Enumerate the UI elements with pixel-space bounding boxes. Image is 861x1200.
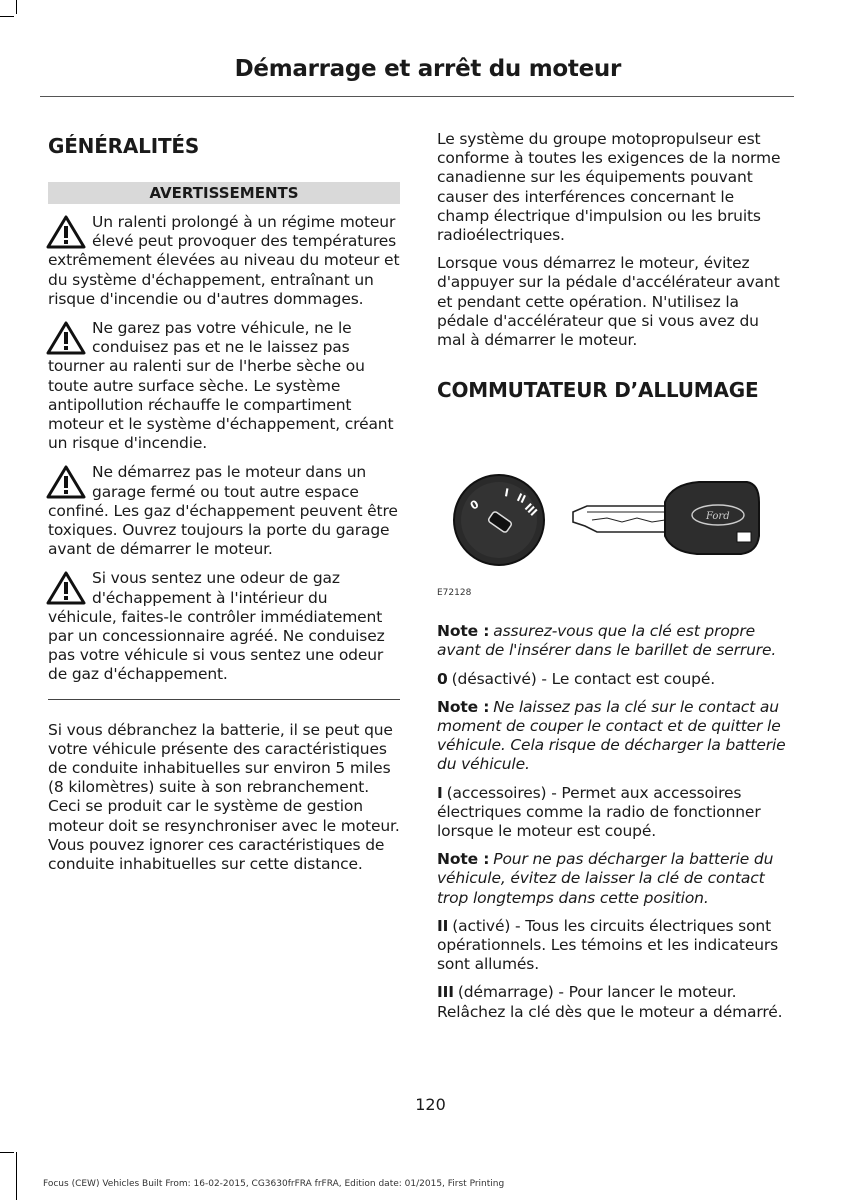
position-1-description [437, 784, 789, 842]
page-number: 120 [415, 1095, 446, 1114]
crop-mark [0, 1152, 14, 1153]
note-text: Ne laissez pas la clé sur le contact au moment de couper le contact et de quitter le véhicule. Cela risque de décharger la batterie du véhicule. [437, 697, 786, 774]
crop-mark [16, 1152, 17, 1200]
right-column [437, 130, 789, 1022]
note-text: Pour ne pas décharger la batterie du véhicule, évitez de laisser la clé de contact trop longtemps dans cette position. [437, 850, 774, 907]
warning-triangle-icon [46, 465, 86, 499]
warning-triangle-icon [46, 215, 86, 249]
crop-mark [16, 0, 17, 14]
section-heading-ignition: COMMUTATEUR D’ALLUMAGE [437, 378, 759, 403]
key-brand-logo: Ford [706, 511, 730, 523]
warning-triangle-icon [46, 571, 86, 605]
emc-paragraph: Le système du groupe motopropulseur est conforme à toutes les exigences de la norme canadienne sur les équipements pouvant causer des interférences concernant le champ électrique d'impulsion ou les bruits radioélectriques. [437, 130, 781, 245]
position-1-label: I [437, 783, 443, 802]
warnings-title: AVERTISSEMENTS [48, 182, 400, 204]
note-leave-key [437, 698, 789, 775]
accelerator-paragraph: Lorsque vous démarrez le moteur, évitez d'appuyer sur la pédale d'accélérateur avant et pendant cette opération. N'utilisez la pédale d'accélérateur que si vous avez du mal à démarrer le moteur. [437, 254, 780, 350]
position-0-label: 0 [437, 669, 448, 688]
section-heading-general: GÉNÉRALITÉS [48, 134, 200, 158]
note-text: assurez-vous que la clé est propre avant de l'insérer dans le barillet de serrure. [437, 622, 777, 660]
ignition-illustration [437, 440, 789, 590]
warning-text: Ne démarrez pas le moteur dans un garage fermé ou tout autre espace confiné. Les gaz d'échappement peuvent être toxiques. Ouvrez toujours la porte du garage avant de démarrer le moteur. [48, 463, 398, 559]
warning-text: Un ralenti prolongé à un régime moteur élevé peut provoquer des températures extrêmement élevées au niveau du moteur et du système d'échappement, entraînant un risque d'incendie ou d'autres dommages. [48, 213, 400, 308]
ignition-key-figure [437, 440, 789, 620]
footer-text: Focus (CEW) Vehicles Built From: 16-02-2015, CG3630frFRA frFRA, Edition date: 01/2015, First Printing [43, 1179, 505, 1189]
warning-item [48, 463, 400, 559]
left-column [48, 130, 400, 874]
position-3-description [437, 983, 789, 1021]
note-clean-key [437, 622, 789, 660]
crop-mark [0, 16, 14, 17]
position-label-0: 0 [468, 497, 482, 513]
warnings-end-rule [48, 699, 400, 700]
position-label-3: III [521, 501, 540, 520]
figure-code: E72128 [437, 588, 472, 599]
position-3-label: III [437, 983, 454, 1002]
position-3-text: (démarrage) - Pour lancer le moteur. Relâchez la clé dès que le moteur a démarré. [437, 983, 783, 1021]
position-2-label: II [437, 916, 449, 935]
position-0-text: (désactivé) - Le contact est coupé. [451, 669, 715, 688]
warning-triangle-icon [46, 321, 86, 355]
position-2-text: (activé) - Tous les circuits électriques sont opérationnels. Les témoins et les indicateurs sont allumés. [437, 916, 779, 974]
warning-item [48, 213, 400, 309]
position-label-2: II [514, 491, 528, 507]
warning-text: Si vous sentez une odeur de gaz d'échappement à l'intérieur du véhicule, faites-le contrôler immédiatement par un concessionnaire agréé. Ne conduisez pas votre véhicule si vous sentez une odeur de gaz d'échappement. [48, 569, 385, 684]
warning-item [48, 319, 400, 453]
note-label: Note : [437, 850, 490, 869]
note-battery [437, 850, 789, 908]
page-title: Démarrage et arrêt du moteur [234, 56, 621, 82]
warning-text: Ne garez pas votre véhicule, ne le conduisez pas et ne le laissez pas tourner au ralenti sur de l'herbe sèche ou toute autre surface sèche. Le système antipollution réchauffe le compartiment moteur et le système d'échappement, créant un risque d'incendie. [48, 319, 394, 453]
header-rule [40, 96, 794, 97]
battery-paragraph: Si vous débranchez la batterie, il se peut que votre véhicule présente des caractéristiques de conduite inhabituelles sur environ 5 miles (8 kilomètres) suite à son rebranchement. Ceci se produit car le système de gestion moteur doit se resynchroniser avec le moteur. Vous pouvez ignorer ces caractéristiques de conduite inhabituelles sur cette distance. [48, 720, 400, 874]
note-label: Note : [437, 622, 490, 641]
position-2-description [437, 917, 789, 975]
warning-item [48, 569, 400, 684]
position-0-description [437, 670, 789, 689]
position-1-text: (accessoires) - Permet aux accessoires électriques comme la radio de fonctionner lorsque le moteur est coupé. [437, 783, 761, 841]
position-label-1: I [503, 486, 510, 500]
note-label: Note : [437, 697, 490, 716]
